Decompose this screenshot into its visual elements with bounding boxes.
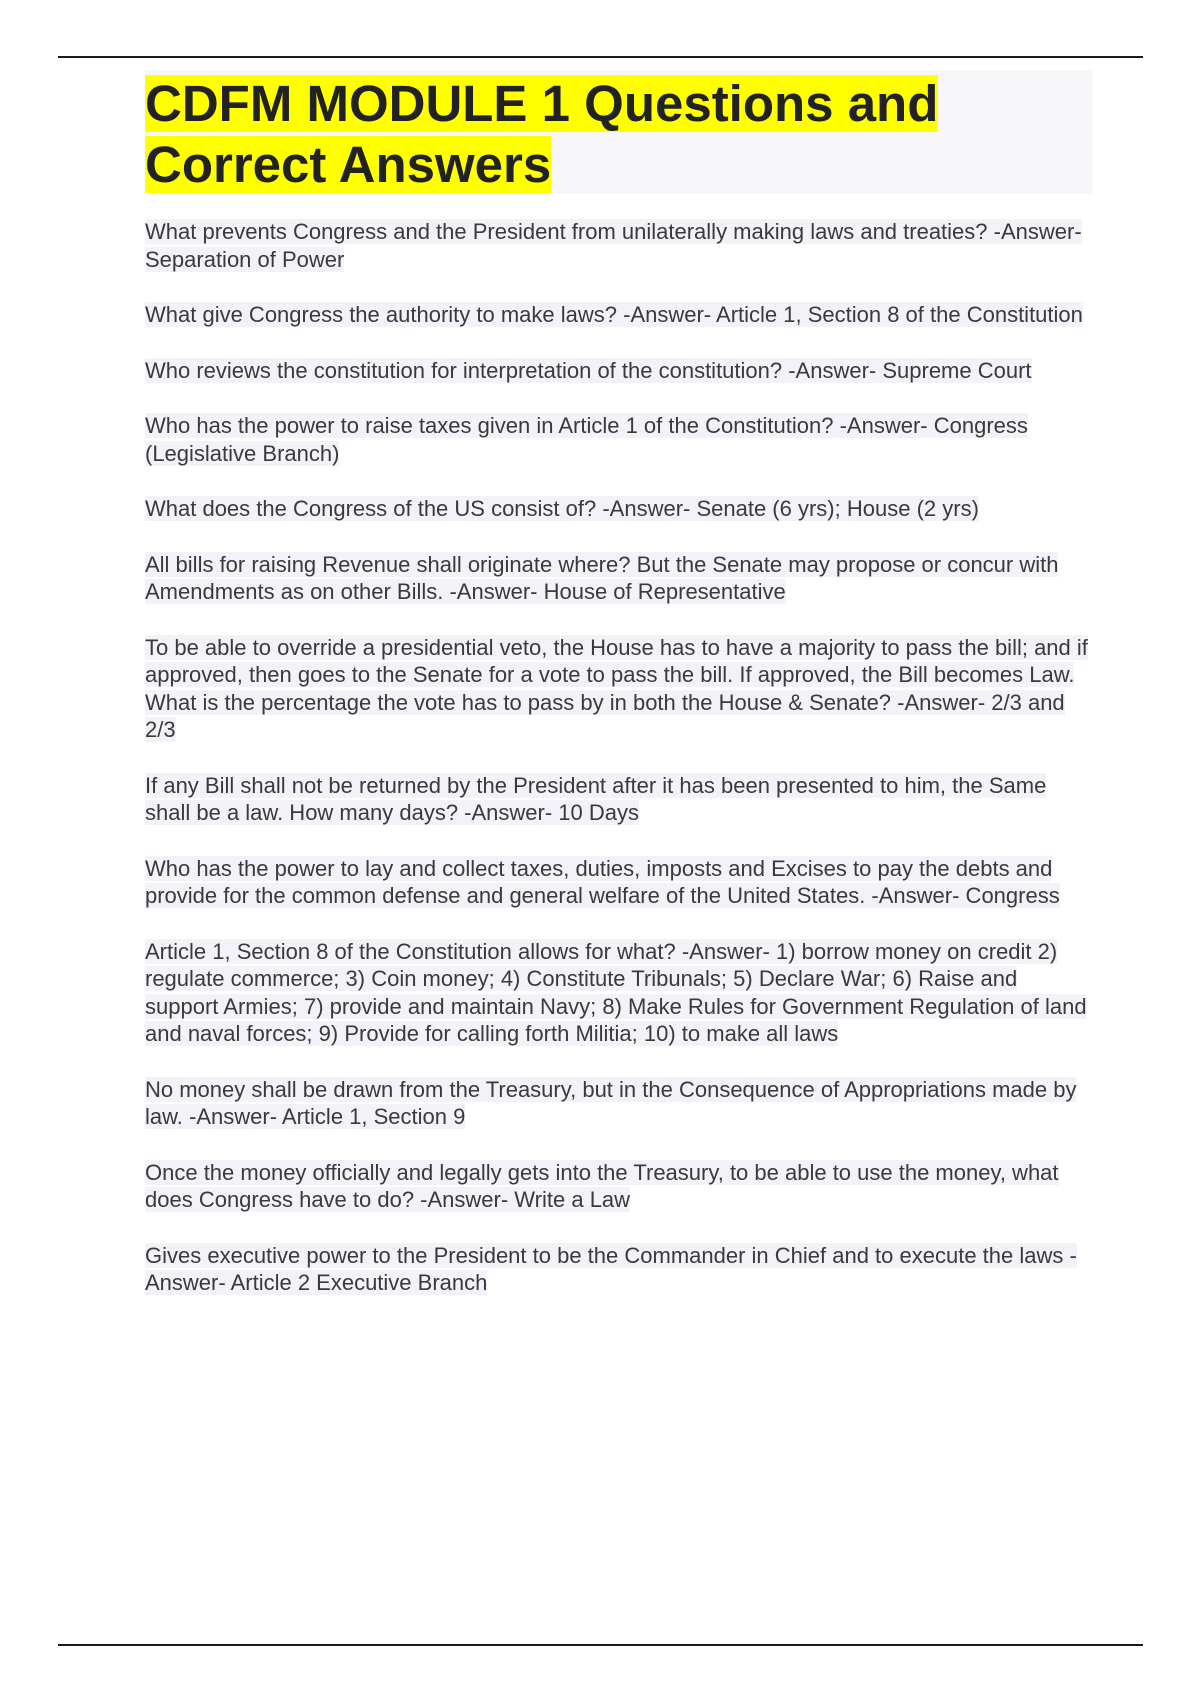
document-title: [145, 70, 1093, 195]
qa-text: Who has the power to raise taxes given in Article 1 of the Constitution? -Answer- Congress (Legislative Branch): [145, 413, 1028, 466]
title-block: [145, 70, 1093, 194]
qa-item-8: [145, 772, 1095, 827]
qa-item-2: [145, 301, 1095, 329]
qa-item-11: [145, 1076, 1095, 1131]
qa-text: No money shall be drawn from the Treasury, but in the Consequence of Appropriations made by law. -Answer- Article 1, Section 9: [145, 1076, 1077, 1129]
qa-text: Once the money officially and legally gets into the Treasury, to be able to use the money, what does Congress have to do? -Answer- Write a Law: [145, 1159, 1059, 1212]
bottom-rule: [58, 1644, 1143, 1646]
qa-text: Gives executive power to the President to be the Commander in Chief and to execute the laws -Answer- Article 2 Executive Branch: [145, 1242, 1077, 1295]
qa-text: Who has the power to lay and collect taxes, duties, imposts and Excises to pay the debts and provide for the common defense and general welfare of the United States. -Answer- Congress: [145, 855, 1060, 908]
qa-item-10: [145, 938, 1095, 1048]
qa-item-1: [145, 218, 1095, 273]
qa-list: [145, 218, 1095, 1325]
qa-item-7: [145, 634, 1095, 744]
qa-item-13: [145, 1242, 1095, 1297]
qa-text: What does the Congress of the US consist of? -Answer- Senate (6 yrs); House (2 yrs): [145, 496, 979, 521]
qa-item-4: [145, 412, 1095, 467]
qa-text: All bills for raising Revenue shall originate where? But the Senate may propose or concur with Amendments as on other Bills. -Answer- House of Representative: [145, 551, 1059, 604]
title-highlight: CDFM MODULE 1 Questions and Correct Answers: [145, 75, 939, 193]
qa-item-3: [145, 357, 1095, 385]
qa-text: Who reviews the constitution for interpretation of the constitution? -Answer- Supreme Court: [145, 357, 1032, 383]
qa-item-12: [145, 1159, 1095, 1214]
qa-text: If any Bill shall not be returned by the President after it has been presented to him, the Same shall be a law. How many days? -Answer- 10 Days: [145, 772, 1047, 825]
qa-item-9: [145, 855, 1095, 910]
top-rule: [58, 56, 1143, 58]
qa-item-6: [145, 551, 1095, 606]
qa-text: What give Congress the authority to make laws? -Answer- Article 1, Section 8 of the Constitution: [145, 302, 1083, 327]
qa-text: To be able to override a presidential veto, the House has to have a majority to pass the bill; and if approved, then goes to the Senate for a vote to pass the bill. If approved, the Bill becomes Law. What is the percentage the vote has to pass by in both the House & Senate? -Answer- 2/3 and 2/3: [145, 634, 1088, 742]
qa-text: Article 1, Section 8 of the Constitution allows for what? -Answer- 1) borrow money on credit 2) regulate commerce; 3) Coin money; 4) Constitute Tribunals; 5) Declare War; 6) Raise and support Armies; 7) provide and maintain Navy; 8) Make Rules for Government Regulation of land and naval forces; 9) Provide for calling forth Militia; 10) to make all laws: [145, 938, 1087, 1046]
qa-item-5: [145, 495, 1095, 523]
qa-text: What prevents Congress and the President from unilaterally making laws and treaties? -Answer- Separation of Power: [145, 219, 1082, 272]
